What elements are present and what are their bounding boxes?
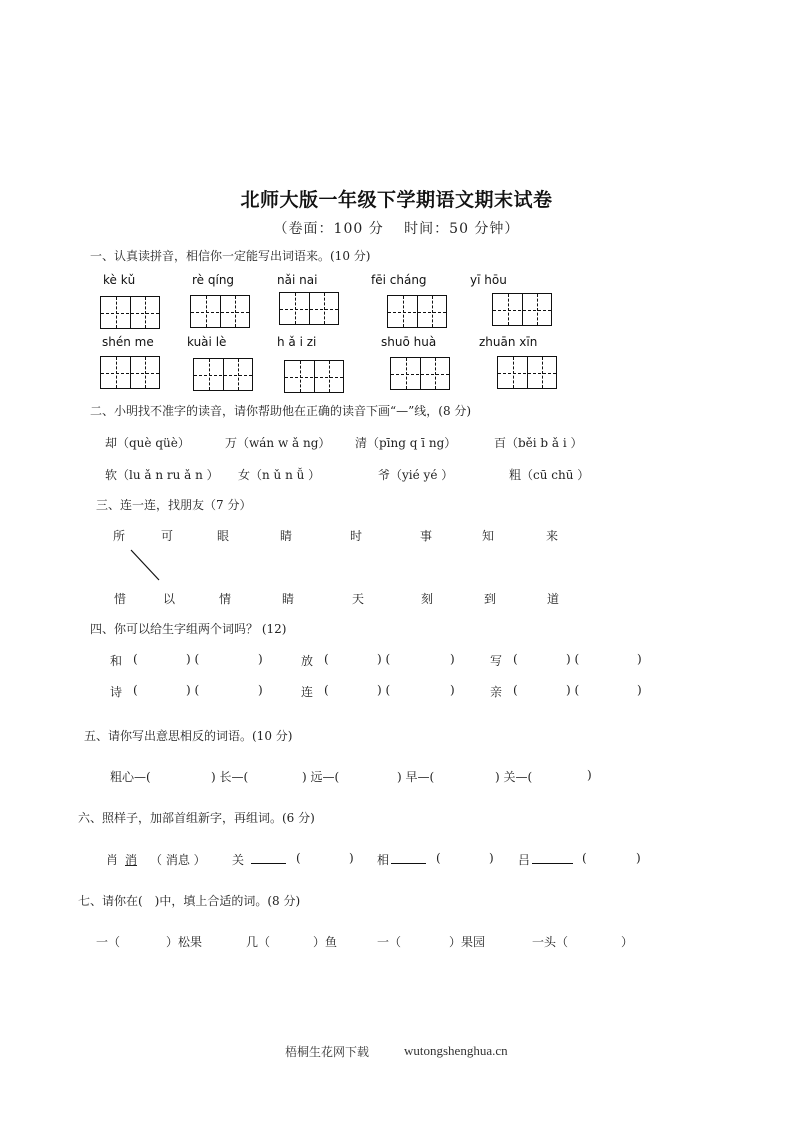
word-blank[interactable]: ) <box>637 652 642 666</box>
word-char: 放 <box>301 654 314 668</box>
radical-char: 相 <box>377 853 390 867</box>
word-blank[interactable]: ) <box>258 652 263 666</box>
measure-item[interactable]: ） <box>621 935 634 949</box>
pinyin-label: rè qíng <box>192 273 235 287</box>
match-char-top[interactable]: 知 <box>482 529 495 543</box>
word-blank[interactable]: ) <box>636 851 641 865</box>
footer-site-url[interactable]: wutongshenghua.cn <box>404 1043 508 1058</box>
measure-item[interactable]: ）鱼 <box>313 935 338 949</box>
word-blank[interactable]: ( <box>436 851 441 865</box>
word-blank[interactable]: ) ( <box>377 683 391 697</box>
match-char-top[interactable]: 可 <box>161 529 174 543</box>
section5-heading: 五、请你写出意思相反的词语。(10 分) <box>84 729 293 743</box>
antonym-item[interactable]: 粗心—( <box>110 770 151 784</box>
match-char-bottom[interactable]: 睛 <box>282 592 295 606</box>
word-blank[interactable]: ( <box>133 683 138 697</box>
pinyin-label: nǎi nai <box>277 273 318 287</box>
word-char: 诗 <box>110 685 123 699</box>
word-char: 亲 <box>490 685 503 699</box>
pinyin-label: yī hōu <box>470 273 507 287</box>
new-char-blank[interactable] <box>532 851 573 864</box>
pinyin-label: kuài lè <box>187 335 227 349</box>
match-char-bottom[interactable]: 天 <box>352 592 365 606</box>
word-blank[interactable]: ) <box>489 851 494 865</box>
match-char-bottom[interactable]: 刻 <box>421 592 434 606</box>
pronunciation-item[interactable]: 万（wán w ǎ ng） <box>225 436 331 450</box>
section6-heading: 六、照样子，加部首组新字，再组词。(6 分) <box>78 811 315 825</box>
match-char-top[interactable]: 所 <box>113 529 126 543</box>
match-char-top[interactable]: 时 <box>350 529 363 543</box>
pinyin-label: shuō huà <box>381 335 437 349</box>
antonym-item[interactable]: ) <box>587 768 592 782</box>
word-char: 写 <box>490 654 503 668</box>
section7-heading: 七、请你在( )中，填上合适的词。(8 分) <box>78 894 301 908</box>
pronunciation-item[interactable]: 女（n ǔ n ǚ ） <box>238 468 321 482</box>
match-char-bottom[interactable]: 以 <box>163 592 176 606</box>
radical-char: 关 <box>232 853 245 867</box>
radical-char: 吕 <box>518 853 531 867</box>
match-char-bottom[interactable]: 情 <box>219 592 232 606</box>
new-char-blank[interactable] <box>391 851 426 864</box>
pinyin-label: zhuān xīn <box>479 335 538 349</box>
word-blank[interactable]: ( <box>324 683 329 697</box>
example-char: 肖 <box>106 853 119 867</box>
example-word: （ 消息 ） <box>150 853 206 867</box>
measure-item[interactable]: ）松果 <box>166 935 203 949</box>
word-blank[interactable]: ( <box>513 652 518 666</box>
match-char-top[interactable]: 睛 <box>280 529 293 543</box>
word-blank[interactable]: ) <box>450 683 455 697</box>
page-subtitle: （卷面：100 分 时间：50 分钟） <box>273 221 520 237</box>
section4-heading: 四、你可以给生字组两个词吗？ (12) <box>90 622 287 636</box>
antonym-item[interactable]: ) 远—( <box>302 770 340 784</box>
word-blank[interactable]: ) <box>450 652 455 666</box>
pinyin-label: fēi cháng <box>371 273 427 287</box>
section1-heading: 一、认真读拼音，相信你一定能写出词语来。(10 分) <box>90 249 371 263</box>
match-char-bottom[interactable]: 惜 <box>114 592 127 606</box>
example-new-char: 消 <box>125 853 138 867</box>
measure-item[interactable]: ）果园 <box>449 935 486 949</box>
match-char-top[interactable]: 来 <box>546 529 559 543</box>
pronunciation-item[interactable]: 清（pīng q ī ng） <box>355 436 457 450</box>
section3-heading: 三、连一连，找朋友（7 分） <box>96 498 252 512</box>
footer-site-name: 梧桐生花网下载 <box>285 1045 370 1059</box>
pronunciation-item[interactable]: 粗（cū chū ） <box>509 468 590 482</box>
pinyin-label: shén me <box>102 335 154 349</box>
measure-item[interactable]: 几（ <box>246 935 271 949</box>
antonym-item[interactable]: ) 关—( <box>495 770 533 784</box>
word-blank[interactable]: ) ( <box>377 652 391 666</box>
section2-heading: 二、小明找不准字的读音，请你帮助他在正确的读音下画“—”线，(8 分) <box>90 404 472 418</box>
pronunciation-item[interactable]: 却（què qüè） <box>105 436 190 450</box>
match-char-top[interactable]: 眼 <box>217 529 230 543</box>
page-title: 北师大版一年级下学期语文期末试卷 <box>240 189 553 211</box>
pronunciation-item[interactable]: 爷（yié yé ） <box>378 468 454 482</box>
word-blank[interactable]: ) ( <box>186 652 200 666</box>
pinyin-label: kè kǔ <box>103 273 136 287</box>
word-char: 连 <box>301 685 314 699</box>
antonym-item[interactable]: ) 早—( <box>397 770 435 784</box>
word-blank[interactable]: ) ( <box>566 652 580 666</box>
pronunciation-item[interactable]: 软（lu ǎ n ru ǎ n ） <box>105 468 219 482</box>
measure-item[interactable]: 一头（ <box>532 935 569 949</box>
word-blank[interactable]: ( <box>133 652 138 666</box>
measure-item[interactable]: 一（ <box>377 935 402 949</box>
word-blank[interactable]: ) <box>258 683 263 697</box>
word-blank[interactable]: ( <box>296 851 301 865</box>
word-blank[interactable]: ) ( <box>566 683 580 697</box>
word-blank[interactable]: ( <box>324 652 329 666</box>
match-char-top[interactable]: 事 <box>420 529 433 543</box>
word-blank[interactable]: ) ( <box>186 683 200 697</box>
word-blank[interactable]: ) <box>637 683 642 697</box>
pronunciation-item[interactable]: 百（běi b ǎ i ） <box>494 436 583 450</box>
antonym-item[interactable]: ) 长—( <box>211 770 249 784</box>
measure-item[interactable]: 一（ <box>96 935 121 949</box>
pinyin-label: h ǎ i zi <box>277 335 317 349</box>
word-blank[interactable]: ( <box>513 683 518 697</box>
word-blank[interactable]: ( <box>582 851 587 865</box>
word-blank[interactable]: ) <box>349 851 354 865</box>
match-char-bottom[interactable]: 道 <box>547 592 560 606</box>
match-char-bottom[interactable]: 到 <box>484 592 497 606</box>
word-char: 和 <box>110 654 123 668</box>
new-char-blank[interactable] <box>251 851 286 864</box>
